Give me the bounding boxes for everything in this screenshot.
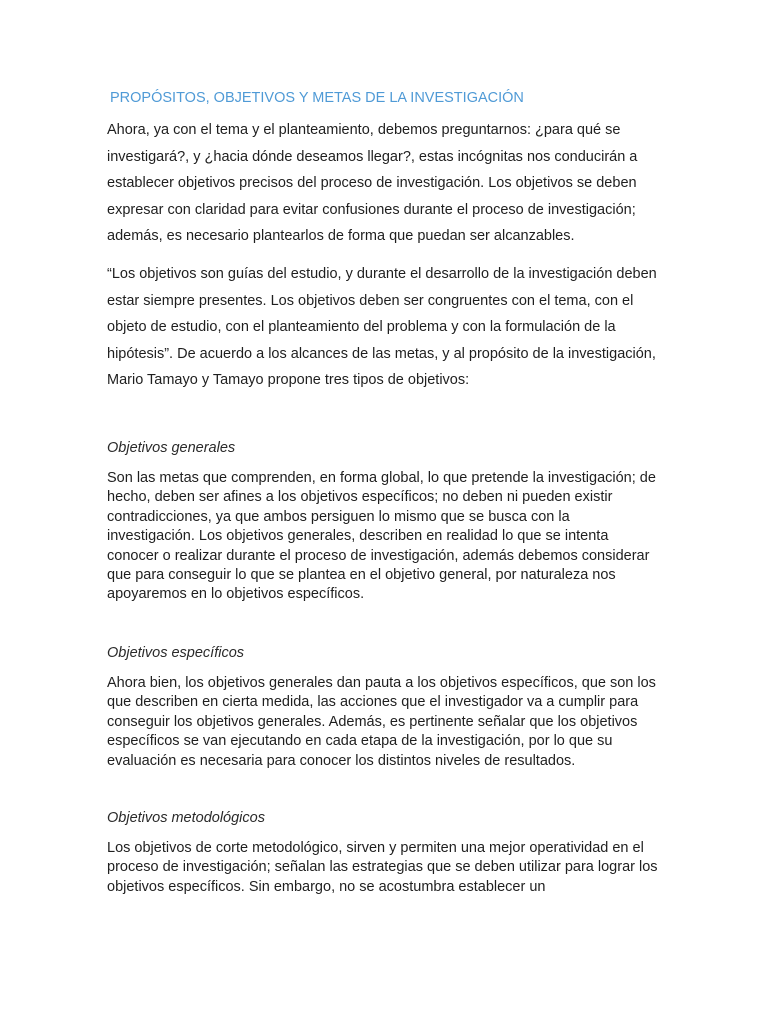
section-heading-objetivos-generales: Objetivos generales <box>107 440 236 456</box>
section-body-objetivos-generales: Son las metas que comprenden, en forma global, lo que pretende la investigación; de hecho, deben ser afines a los objetivos específicos; no deben ni pueden existir contradicciones, ya que ambos persiguen lo mismo que se busca con la investigación. Los objetivos generales, describen en realidad lo que se intenta conocer o realizar durante el proceso de investigación, además debemos considerar que para conseguir lo que se plantea en el objetivo general, por naturaleza nos apoyaremos en lo objetivos específicos. <box>107 470 656 603</box>
document-title: PROPÓSITOS, OBJETIVOS Y METAS DE LA INVESTIGACIÓN <box>110 90 524 106</box>
intro-paragraph: Ahora, ya con el tema y el planteamiento, debemos preguntarnos: ¿para qué se investigará?, y ¿hacia dónde deseamos llegar?, estas incógnitas nos conducirán a establecer objetivos precisos del proceso de investigación. Los objetivos se deben expresar con claridad para evitar confusiones durante el proceso de investigación; además, es necesario plantearlos de forma que puedan ser alcanzables. <box>107 122 638 245</box>
section-body-objetivos-especificos: Ahora bien, los objetivos generales dan pauta a los objetivos específicos, que son los que describen en cierta medida, las acciones que el investigador va a cumplir para conseguir los objetivos generales. Además, es pertinente señalar que los objetivos específicos se van ejecutando en cada etapa de la investigación, por lo que su evaluación es necesaria para conocer los distintos niveles de resultados. <box>107 675 656 769</box>
quote-paragraph: “Los objetivos son guías del estudio, y durante el desarrollo de la investigación deben estar siempre presentes. Los objetivos deben ser congruentes con el tema, con el objeto de estudio, con el planteamiento del problema y con la formulación de la hipótesis”. De acuerdo a los alcances de las metas, y al propósito de la investigación, Mario Tamayo y Tamayo propone tres tipos de objetivos: <box>107 266 657 389</box>
section-body-objetivos-metodologicos: Los objetivos de corte metodológico, sirven y permiten una mejor operatividad en el proceso de investigación; señalan las estrategias que se deben utilizar para lograr los objetivos específicos. Sin embargo, no se acostumbra establecer un <box>107 840 658 895</box>
section-heading-objetivos-especificos: Objetivos específicos <box>107 645 245 661</box>
section-heading-objetivos-metodologicos: Objetivos metodológicos <box>107 810 265 826</box>
